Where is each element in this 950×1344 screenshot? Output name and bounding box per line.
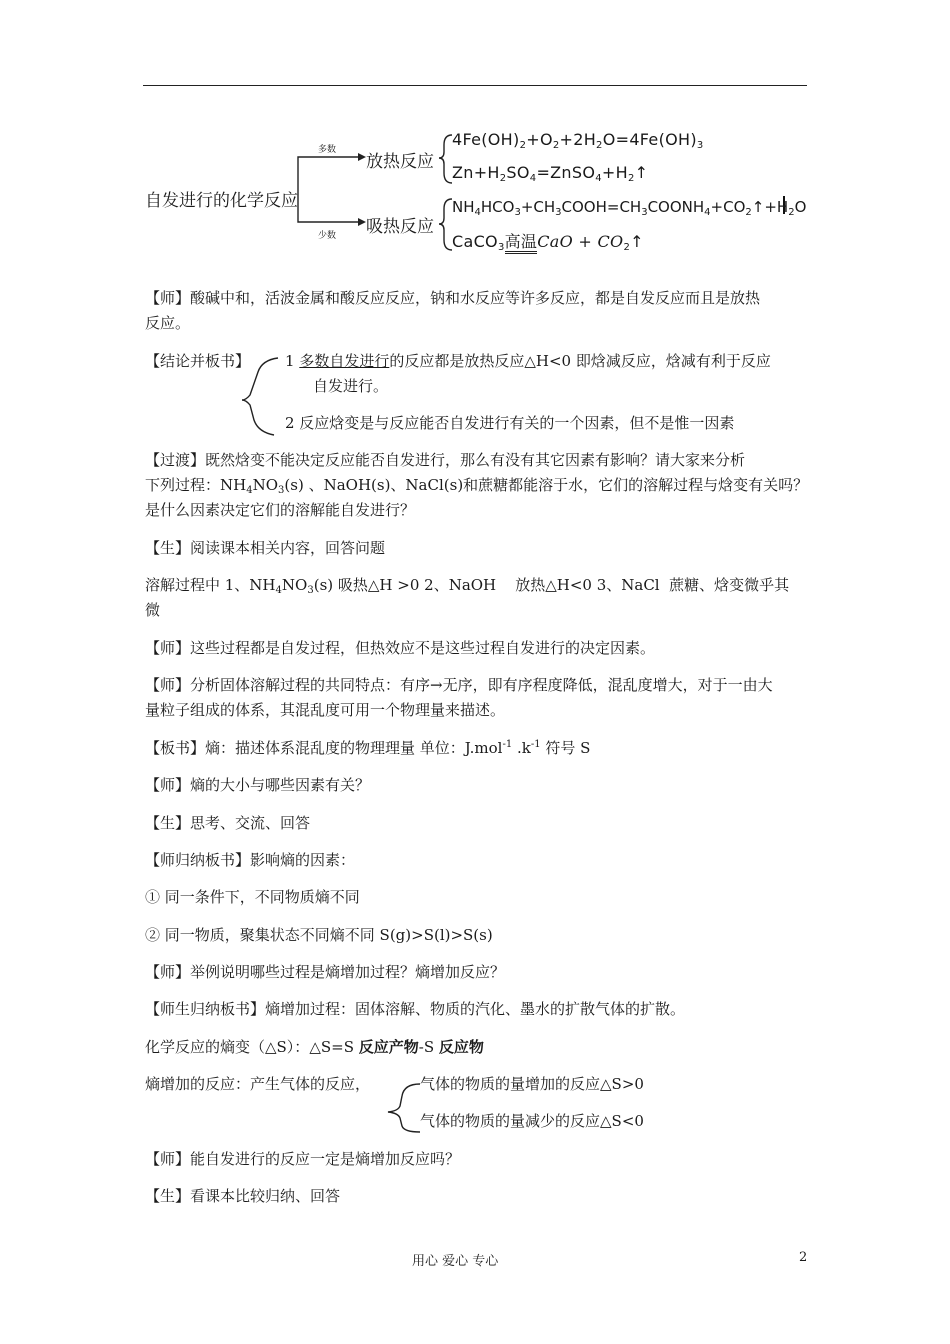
conclusion-item-1: 1 多数自发进行的反应都是放热反应△H<0 即焓减反应，焓减有利于反应: [285, 352, 771, 370]
paragraph-teacher-1: 【师】酸碱中和，活波金属和酸反应反应，钠和水反应等许多反应，都是自发反应而且是放热 反应。: [145, 289, 761, 332]
arrow-label-minority: 少数: [318, 231, 337, 241]
paragraph-entropy-definition: 【板书】熵：描述体系混乱度的物理理量 单位：J.mol$^{-1}$ $.k^{-1}$ 符号 S: [145, 739, 591, 757]
entropy-factor-1: ① 同一条件下，不同物质熵不同: [145, 888, 360, 906]
footer-motto: 用心 爱心 专心: [412, 1254, 499, 1269]
conclusion-tag: 【结论并板书】: [145, 352, 251, 370]
conclusion-item-1-cont: 自发进行。: [313, 377, 389, 395]
exothermic-label: 放热反应: [366, 152, 434, 172]
entropy-branch-increase: 气体的物质的量增加的反应△S>0: [420, 1075, 644, 1093]
conclusion-item-2: 2 反应焓变是与反应能否自发进行有关的一个因素，但不是惟一因素: [285, 414, 735, 432]
paragraph-entropy-change: 化学反应的熵变（△S）：△S=S 反应产物-S 反应物: [145, 1038, 484, 1056]
paragraph-teacher-5: 【师】举例说明哪些过程是熵增加过程？熵增加反应？: [145, 963, 506, 981]
entropy-increase-reactions-label: 熵增加的反应：产生气体的反应，: [145, 1075, 371, 1093]
paragraph-transition: 【过渡】既然焓变不能决定反应能否自发进行，那么有没有其它因素有影响？请大家来分析 下列过程：$NH_4NO_3(s)$ 、NaOH(s)、NaCl(s)和蔗糖都能溶于水，它们的溶解过程与焓变有关吗？ 是什么因素决定它们的溶解能自发进行？: [145, 451, 809, 519]
equation-zn-h2so4: $Zn+H_2SO_4=ZnSO_4+H_2↑$: [452, 163, 649, 184]
equation-nh4hco3: $NH_4HCO_3+CH_3COOH=CH_3COONH_4+CO_2↑+H_2O$: [452, 198, 807, 218]
endothermic-label: 吸热反应: [366, 217, 434, 237]
paragraph-student-1: 【生】阅读课本相关内容，回答问题: [145, 539, 386, 557]
diagram-root-label: 自发进行的化学反应: [145, 191, 298, 211]
paragraph-teacher-2: 【师】这些过程都是自发过程，但热效应不是这些过程自发进行的决定因素。: [145, 639, 656, 657]
paragraph-teacher-4: 【师】熵的大小与哪些因素有关？: [145, 776, 371, 794]
equation-caco3: CaCO$_3$高温CaO + $CO_2↑$: [452, 232, 644, 253]
paragraph-entropy-increase: 【师生归纳板书】熵增加过程：固体溶解、物质的汽化、墨水的扩散气体的扩散。: [145, 1000, 686, 1018]
paragraph-teacher-3: 【师】分析固体溶解过程的共同特点：有序→无序，即有序程度降低，混乱度增大，对于一由大 量粒子组成的体系，其混乱度可用一个物理量来描述。: [145, 676, 773, 719]
paragraph-student-2: 【生】思考、交流、回答: [145, 814, 311, 832]
arrow-label-majority: 多数: [318, 145, 337, 155]
paragraph-dissolution: 溶解过程中 1、$NH_4NO_3(s)$ 吸热△H >0 2、NaOH 放热△H<0 3、NaCl 蔗糖、焓变微乎其 微: [145, 576, 790, 619]
equation-fe-oh: $4Fe(OH)_2+O_2+2H_2O=4Fe(OH)_3$: [452, 130, 704, 151]
paragraph-entropy-factors: 【师归纳板书】影响熵的因素：: [145, 851, 356, 869]
paragraph-student-3: 【生】看课本比较归纳、回答: [145, 1187, 341, 1205]
entropy-factor-2: ② 同一物质，聚集状态不同熵不同 S(g)>S(l)>S(s): [145, 926, 493, 944]
entropy-branch-decrease: 气体的物质的量减少的反应△S<0: [420, 1112, 644, 1130]
paragraph-teacher-6: 【师】能自发进行的反应一定是熵增加反应吗？: [145, 1150, 461, 1168]
page-number: 2: [799, 1250, 808, 1265]
